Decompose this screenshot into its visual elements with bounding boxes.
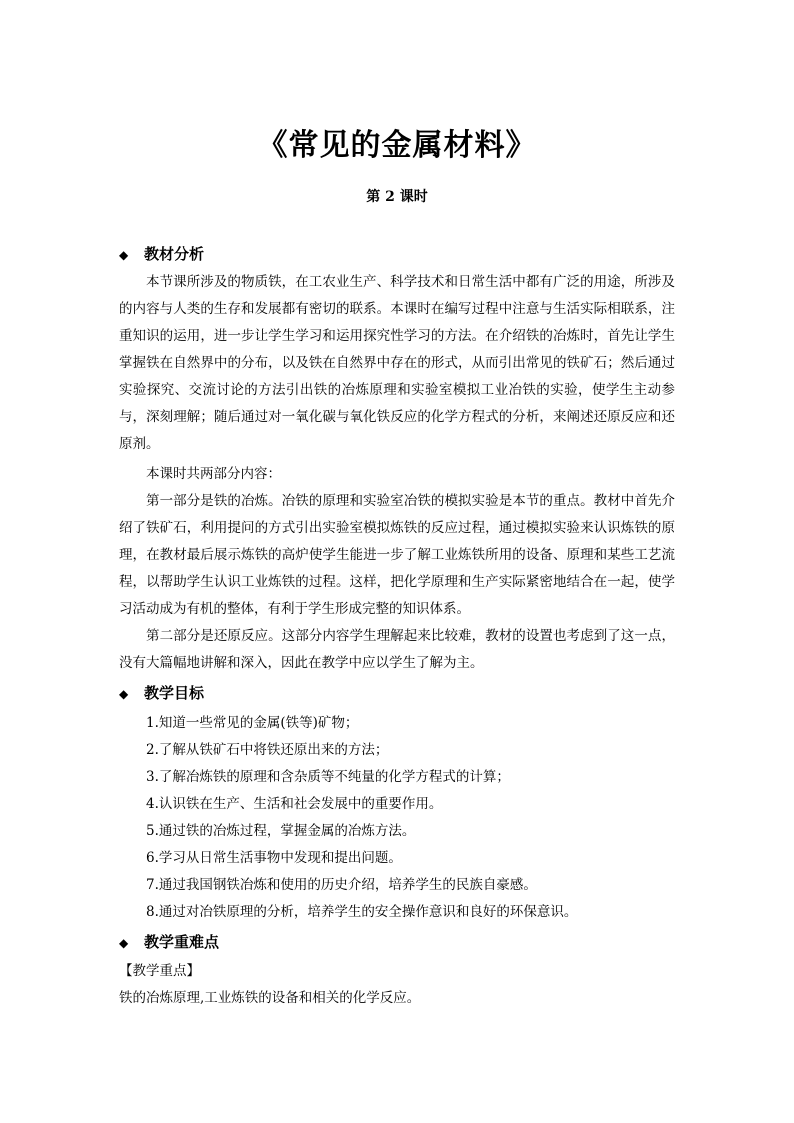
objective-item: 7.通过我国钢铁冶炼和使用的历史介绍，培养学生的民族自豪感。 [146,877,537,893]
paragraph-part-one: 第一部分是铁的冶炼。冶铁的原理和实验室冶铁的模拟实验是本节的重点。教材中首先介绍了铁矿石，利用提问的方式引出实验室模拟炼铁的反应过程，通过模拟实验来认识炼铁的原理，在教材最后展示炼铁的高炉使学生能进一步了解工业炼铁所用的设备、原理和某些工艺流程，以帮助学生认识工业炼铁的过程。这样，把化学原理和生产实际紧密地结合在一起，使学习活动成为有机的整体，有利于学生形成完整的知识体系。 [119,493,675,617]
section-heading-key-points [119,929,219,955]
section-heading-analysis [119,241,204,267]
objective-item: 6.学习从日常生活事物中发现和提出问题。 [146,850,402,866]
objective-item: 8.通过对冶铁原理的分析，培养学生的安全操作意识和良好的环保意识。 [146,904,578,920]
objective-item: 1.知道一些常见的金属(铁等)矿物； [146,715,359,731]
diamond-bullet-icon: ◆ [119,936,129,950]
section-heading-text: 教学重难点 [144,933,220,951]
section-heading-text: 教学目标 [144,684,205,702]
lesson-subtitle: 第 2 课时 [366,189,428,205]
objective-item: 4.认识铁在生产、生活和社会发展中的重要作用。 [146,796,443,812]
section-heading-text: 教材分析 [144,245,205,263]
section-heading-objectives [119,680,204,706]
page-title: 《常见的金属材料》 [257,128,537,163]
objective-item: 5.通过铁的冶炼过程，掌握金属的冶炼方法。 [146,823,416,839]
objective-item: 3.了解冶炼铁的原理和含杂质等不纯量的化学方程式的计算； [146,769,510,785]
diamond-bullet-icon: ◆ [119,248,129,262]
key-points-text: 铁的冶炼原理,工业炼铁的设备和相关的化学反应。 [119,990,421,1006]
paragraph-intro: 本节课所涉及的物质铁，在工农业生产、科学技术和日常生活中都有广泛的用途，所涉及的内容与人类的生存和发展都有密切的联系。本课时在编写过程中注意与生活实际相联系，注重知识的运用，进一步让学生学习和运用探究性学习的方法。在介绍铁的冶炼时，首先让学生掌握铁在自然界中的分布，以及铁在自然界中存在的形式，从而引出常见的铁矿石；然后通过实验探究、交流讨论的方法引出铁的冶炼原理和实验室模拟工业冶铁的实验，使学生主动参与，深刻理解；随后通过对一氧化碳与氧化铁反应的化学方程式的分析，来阐述还原反应和还原剂。 [119,274,675,452]
paragraph-parts: 本课时共两部分内容： [146,466,281,482]
paragraph-part-two: 第二部分是还原反应。这部分内容学生理解起来比较难，教材的设置也考虑到了这一点，没有大篇幅地讲解和深入，因此在教学中应以学生了解为主。 [119,628,675,671]
objective-item: 2.了解从铁矿石中将铁还原出来的方法； [146,742,389,758]
key-points-label: 【教学重点】 [119,963,200,979]
diamond-bullet-icon: ◆ [119,687,129,701]
